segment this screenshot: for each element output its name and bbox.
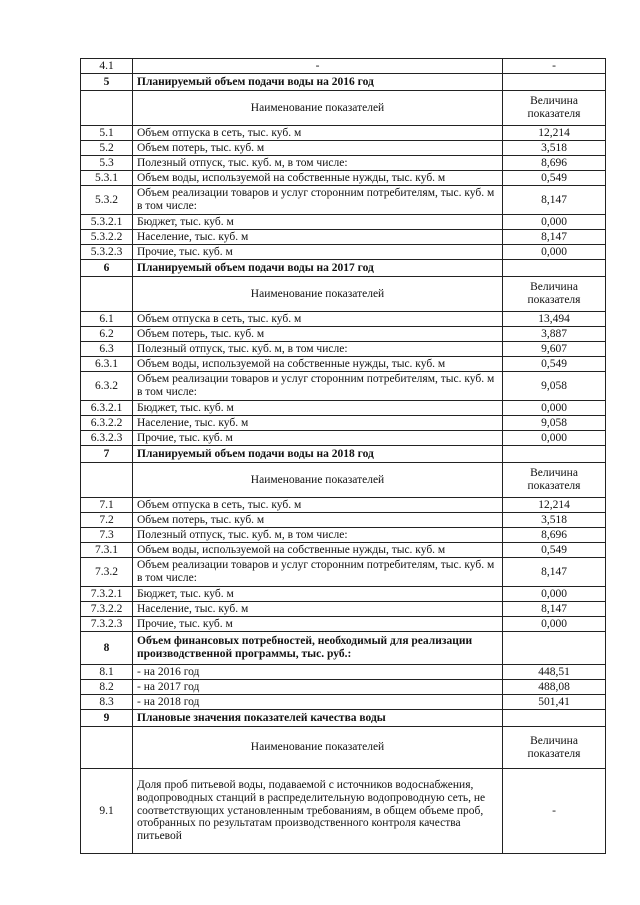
empty-cell [503, 446, 606, 463]
row-number: 5.2 [81, 141, 133, 156]
table-row [81, 401, 606, 416]
table-row [81, 327, 606, 342]
row-number: 5.3.2.2 [81, 230, 133, 245]
row-name: Бюджет, тыс. куб. м [133, 215, 503, 230]
row-number: 9.1 [81, 769, 133, 854]
table-row [81, 372, 606, 401]
row-value: 9,058 [503, 372, 606, 401]
row-value: 8,147 [503, 602, 606, 617]
row-number: 6.3.2.2 [81, 416, 133, 431]
row-name: Объем потерь, тыс. куб. м [133, 141, 503, 156]
row-value: 12,214 [503, 498, 606, 513]
table-row [81, 680, 606, 695]
section-header [81, 710, 606, 727]
table-row [81, 186, 606, 215]
row-name: Прочие, тыс. куб. м [133, 245, 503, 260]
table-row [81, 498, 606, 513]
column-header-name: Наименование показателей [133, 463, 503, 498]
table-row [81, 528, 606, 543]
row-value: 12,214 [503, 126, 606, 141]
row-value: 9,607 [503, 342, 606, 357]
row-number: 6.1 [81, 312, 133, 327]
table-row [81, 342, 606, 357]
table-row [81, 587, 606, 602]
section-header [81, 446, 606, 463]
column-header-row [81, 91, 606, 126]
row-name: - на 2017 год [133, 680, 503, 695]
row-number: 8.3 [81, 695, 133, 710]
section-number: 7 [81, 446, 133, 463]
row-value: 0,000 [503, 215, 606, 230]
section-number: 8 [81, 632, 133, 665]
row-value: 0,000 [503, 617, 606, 632]
row-name: Объем отпуска в сеть, тыс. куб. м [133, 498, 503, 513]
section-title: Планируемый объем подачи воды на 2018 год [133, 446, 503, 463]
row-value: 501,41 [503, 695, 606, 710]
row-number: 7.3.2.1 [81, 587, 133, 602]
row-number: 5.3.2.3 [81, 245, 133, 260]
row-name: Объем отпуска в сеть, тыс. куб. м [133, 312, 503, 327]
table-row [81, 602, 606, 617]
table-row [81, 59, 606, 74]
row-value: 8,696 [503, 528, 606, 543]
column-header-row [81, 277, 606, 312]
column-header-value: Величина показателя [503, 463, 606, 498]
section-title: Планируемый объем подачи воды на 2016 год [133, 74, 503, 91]
empty-cell [81, 277, 133, 312]
row-value: 8,696 [503, 156, 606, 171]
row-value: 0,549 [503, 543, 606, 558]
table-row [81, 171, 606, 186]
table-row [81, 141, 606, 156]
row-name: Полезный отпуск, тыс. куб. м, в том числе: [133, 156, 503, 171]
indicators-table [80, 58, 606, 854]
table-row [81, 695, 606, 710]
row-name: Население, тыс. куб. м [133, 230, 503, 245]
row-value: 0,549 [503, 171, 606, 186]
row-number: 5.3.1 [81, 171, 133, 186]
row-number: 7.3.1 [81, 543, 133, 558]
empty-cell [81, 91, 133, 126]
row-value: - [503, 59, 606, 74]
row-number: 5.3.2 [81, 186, 133, 215]
row-name: Объем потерь, тыс. куб. м [133, 513, 503, 528]
row-name: Прочие, тыс. куб. м [133, 617, 503, 632]
row-number: 7.3.2.2 [81, 602, 133, 617]
column-header-row [81, 463, 606, 498]
row-number: 6.3 [81, 342, 133, 357]
row-number: 8.1 [81, 665, 133, 680]
row-number: 7.3.2.3 [81, 617, 133, 632]
row-number: 7.2 [81, 513, 133, 528]
section-number: 6 [81, 260, 133, 277]
section-title: Планируемый объем подачи воды на 2017 год [133, 260, 503, 277]
column-header-name: Наименование показателей [133, 91, 503, 126]
table-row [81, 156, 606, 171]
table-row [81, 245, 606, 260]
row-name: Объем реализации товаров и услуг сторонним потребителям, тыс. куб. м в том числе: [133, 558, 503, 587]
row-name: Объем воды, используемой на собственные нужды, тыс. куб. м [133, 543, 503, 558]
table-row [81, 543, 606, 558]
table-row [81, 769, 606, 854]
table-row [81, 215, 606, 230]
section-number: 9 [81, 710, 133, 727]
row-name: Полезный отпуск, тыс. куб. м, в том числе: [133, 528, 503, 543]
row-name: Бюджет, тыс. куб. м [133, 587, 503, 602]
row-value: - [503, 769, 606, 854]
row-value: 13,494 [503, 312, 606, 327]
row-name: Объем воды, используемой на собственные нужды, тыс. куб. м [133, 171, 503, 186]
table-row [81, 513, 606, 528]
row-number: 5.3.2.1 [81, 215, 133, 230]
row-value: 0,000 [503, 401, 606, 416]
row-value: 8,147 [503, 230, 606, 245]
row-number: 7.3 [81, 528, 133, 543]
column-header-value: Величина показателя [503, 91, 606, 126]
empty-cell [503, 632, 606, 665]
table-row [81, 126, 606, 141]
row-value: 3,518 [503, 141, 606, 156]
row-name: - на 2018 год [133, 695, 503, 710]
row-number: 8.2 [81, 680, 133, 695]
row-name: Полезный отпуск, тыс. куб. м, в том числе: [133, 342, 503, 357]
row-name: Прочие, тыс. куб. м [133, 431, 503, 446]
row-number: 4.1 [81, 59, 133, 74]
row-name: Объем отпуска в сеть, тыс. куб. м [133, 126, 503, 141]
row-value: 8,147 [503, 558, 606, 587]
table-row [81, 431, 606, 446]
column-header-value: Величина показателя [503, 727, 606, 769]
row-name: - [133, 59, 503, 74]
column-header-name: Наименование показателей [133, 727, 503, 769]
row-name: Объем потерь, тыс. куб. м [133, 327, 503, 342]
empty-cell [503, 260, 606, 277]
empty-cell [503, 74, 606, 91]
row-name: Доля проб питьевой воды, подаваемой с источников водоснабжения, водопроводных станций в распределительную водопроводную сеть, не соответствующих установленным требованиям, в общем объеме проб, отобранных по результатам производственного контроля качества питьевой [133, 769, 503, 854]
table-row [81, 558, 606, 587]
row-value: 0,549 [503, 357, 606, 372]
row-value: 488,08 [503, 680, 606, 695]
row-value: 9,058 [503, 416, 606, 431]
column-header-value: Величина показателя [503, 277, 606, 312]
row-name: Объем воды, используемой на собственные нужды, тыс. куб. м [133, 357, 503, 372]
section-title: Объем финансовых потребностей, необходимый для реализации производственной программы, тыс. руб.: [133, 632, 503, 665]
section-header [81, 632, 606, 665]
row-value: 448,51 [503, 665, 606, 680]
row-name: Бюджет, тыс. куб. м [133, 401, 503, 416]
row-value: 0,000 [503, 245, 606, 260]
row-number: 5.1 [81, 126, 133, 141]
row-number: 6.2 [81, 327, 133, 342]
empty-cell [81, 463, 133, 498]
row-number: 5.3 [81, 156, 133, 171]
row-value: 8,147 [503, 186, 606, 215]
empty-cell [503, 710, 606, 727]
row-value: 0,000 [503, 431, 606, 446]
row-number: 7.1 [81, 498, 133, 513]
table-row [81, 617, 606, 632]
row-number: 6.3.2 [81, 372, 133, 401]
row-name: Население, тыс. куб. м [133, 416, 503, 431]
row-number: 7.3.2 [81, 558, 133, 587]
column-header-name: Наименование показателей [133, 277, 503, 312]
section-number: 5 [81, 74, 133, 91]
row-name: Объем реализации товаров и услуг сторонним потребителям, тыс. куб. м в том числе: [133, 186, 503, 215]
table-row [81, 312, 606, 327]
row-number: 6.3.2.1 [81, 401, 133, 416]
table-row [81, 230, 606, 245]
row-number: 6.3.2.3 [81, 431, 133, 446]
row-value: 3,518 [503, 513, 606, 528]
row-value: 3,887 [503, 327, 606, 342]
table-row [81, 357, 606, 372]
column-header-row [81, 727, 606, 769]
table-row [81, 665, 606, 680]
row-name: - на 2016 год [133, 665, 503, 680]
empty-cell [81, 727, 133, 769]
row-name: Население, тыс. куб. м [133, 602, 503, 617]
section-header [81, 260, 606, 277]
table-row [81, 416, 606, 431]
row-number: 6.3.1 [81, 357, 133, 372]
section-header [81, 74, 606, 91]
section-title: Плановые значения показателей качества воды [133, 710, 503, 727]
row-value: 0,000 [503, 587, 606, 602]
row-name: Объем реализации товаров и услуг сторонним потребителям, тыс. куб. м в том числе: [133, 372, 503, 401]
